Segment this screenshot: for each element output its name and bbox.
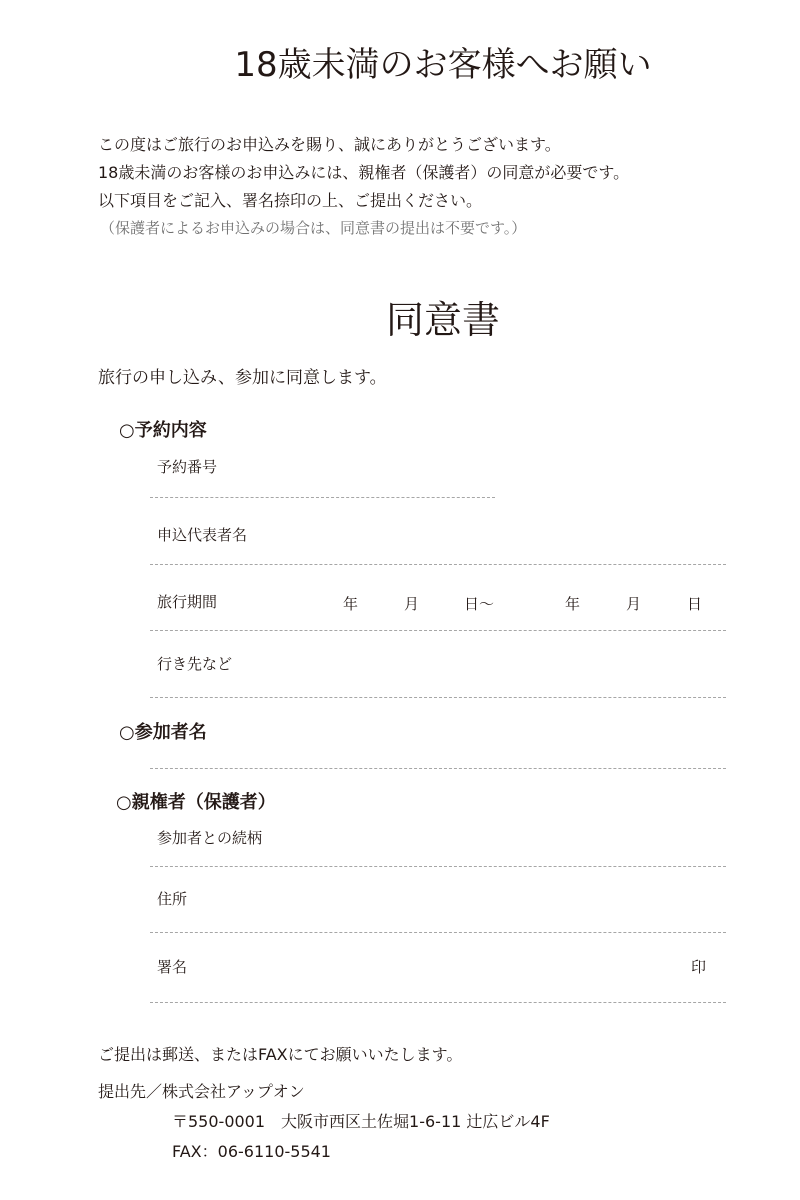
reservation-heading: ○予約内容: [119, 420, 207, 441]
intro-line-2: 18歳未満のお客様のお申込みには、親権者（保護者）の同意が必要です。: [98, 163, 630, 182]
form-title: 同意書: [385, 298, 500, 342]
relationship-label: 参加者との続柄: [157, 829, 263, 847]
address-field[interactable]: [150, 932, 726, 933]
end-day-label: 日: [687, 595, 703, 613]
recipient-fax: FAX：06-6110-5541: [172, 1142, 331, 1161]
signature-label: 署名: [157, 958, 188, 976]
address-label: 住所: [157, 890, 188, 908]
intro-line-1: この度はご旅行のお申込みを賜り、誠にありがとうございます。: [98, 135, 561, 154]
recipient-text: 提出先／株式会社アップオン: [98, 1082, 305, 1101]
guardian-heading: ○親権者（保護者）: [116, 792, 276, 813]
signature-field[interactable]: [150, 1002, 726, 1003]
start-year-label: 年: [343, 595, 359, 613]
start-day-label: 日〜: [464, 595, 495, 613]
end-year-label: 年: [565, 595, 581, 613]
end-month-label: 月: [626, 595, 642, 613]
page-title: 18歳未満のお客様へお願い: [234, 45, 652, 85]
period-field[interactable]: [150, 630, 726, 631]
representative-field[interactable]: [150, 564, 726, 565]
seal-label: 印: [691, 958, 707, 976]
intro-line-3: 以下項目をご記入、署名捺印の上、ご提出ください。: [98, 191, 483, 210]
booking-number-field[interactable]: [150, 497, 495, 498]
start-month-label: 月: [404, 595, 420, 613]
destination-label: 行き先など: [157, 655, 233, 673]
submission-note: ご提出は郵送、またはFAXにてお願いいたします。: [98, 1045, 463, 1064]
intro-note: （保護者によるお申込みの場合は、同意書の提出は不要です。）: [100, 219, 527, 237]
participant-name-field[interactable]: [150, 768, 726, 769]
relationship-field[interactable]: [150, 866, 726, 867]
booking-number-label: 予約番号: [157, 458, 218, 476]
representative-label: 申込代表者名: [157, 526, 248, 544]
destination-field[interactable]: [150, 697, 726, 698]
participant-heading: ○参加者名: [119, 722, 207, 743]
agreement-text: 旅行の申し込み、参加に同意します。: [98, 368, 387, 388]
recipient-address: 〒550-0001 大阪市西区土佐堀1-6-11 辻広ビル4F: [172, 1112, 550, 1131]
period-label: 旅行期間: [157, 593, 218, 611]
